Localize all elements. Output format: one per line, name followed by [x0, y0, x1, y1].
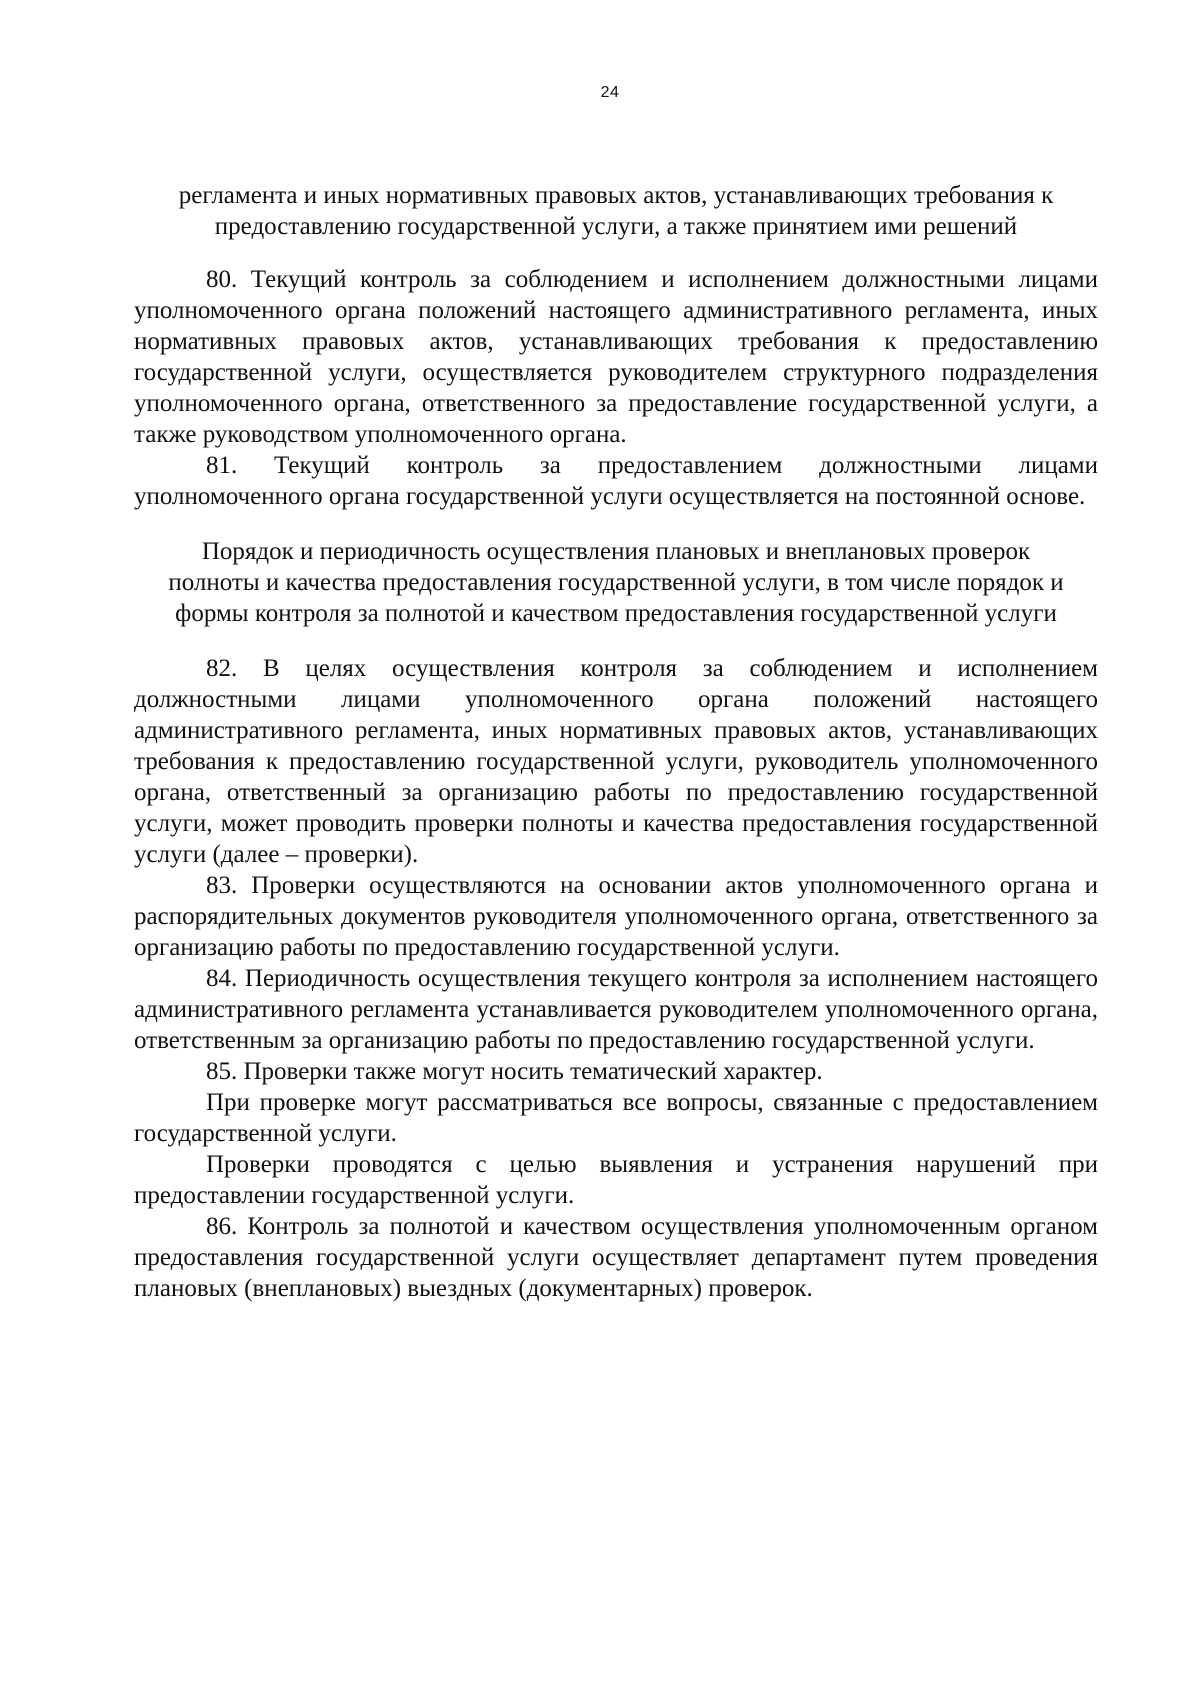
paragraph-85: 85. Проверки также могут носить тематический характер.: [206, 1058, 823, 1085]
spacer: [134, 242, 1098, 264]
paragraph-82: 82. В целях осуществления контроля за соблюдением и исполнением должностными лицами уполномоченного органа положений настоящего административного регламента, иных нормативных правовых актов, устанавливающих требования к предоставлению государственной услуги, руководитель уполномоченного органа, ответственный за организацию работы по предоставлению государственной услуги, может проводить проверки полноты и качества предоставления государственной услуги (далее – проверки).: [134, 655, 1098, 868]
section-title-tail: регламента и иных нормативных правовых актов, устанавливающих требования к предоставлению государственной услуги, а также принятием ими решений: [178, 182, 1054, 240]
page-number: 24: [600, 84, 620, 101]
paragraph-85-purpose: Проверки проводятся с целью выявления и устранения нарушений при предоставлении государственной услуги.: [134, 1151, 1098, 1209]
paragraph-84: 84. Периодичность осуществления текущего контроля за исполнением настоящего административного регламента устанавливается руководителем уполномоченного органа, ответственным за организацию работы по предоставлению государственной услуги.: [134, 965, 1098, 1054]
document-body: [134, 180, 1098, 1304]
paragraph-80: 80. Текущий контроль за соблюдением и исполнением должностными лицами уполномоченного органа положений настоящего административного регламента, иных нормативных правовых актов, устанавливающих требования к предоставлению государственной услуги, осуществляется руководителем структурного подразделения уполномоченного органа, ответственного за предоставление государственной услуги, а также руководством уполномоченного органа.: [134, 266, 1098, 448]
spacer: [134, 629, 1098, 653]
section-heading: Порядок и периодичность осуществления плановых и внеплановых проверок полноты и качества предоставления государственной услуги, в том числе порядок и формы контроля за полнотой и качеством предоставления государственной услуги: [168, 538, 1064, 627]
paragraph-86: 86. Контроль за полнотой и качеством осуществления уполномоченным органом предоставления государственной услуги осуществляет департамент путем проведения плановых (внеплановых) выездных (документарных) проверок.: [134, 1213, 1098, 1302]
paragraph-85-scope: При проверке могут рассматриваться все вопросы, связанные с предоставлением государственной услуги.: [134, 1089, 1098, 1147]
paragraph-83: 83. Проверки осуществляются на основании актов уполномоченного органа и распорядительных документов руководителя уполномоченного органа, ответственного за организацию работы по предоставлению государственной услуги.: [134, 872, 1098, 961]
paragraph-81: 81. Текущий контроль за предоставлением должностными лицами уполномоченного органа государственной услуги осуществляется на постоянной основе.: [134, 452, 1098, 510]
